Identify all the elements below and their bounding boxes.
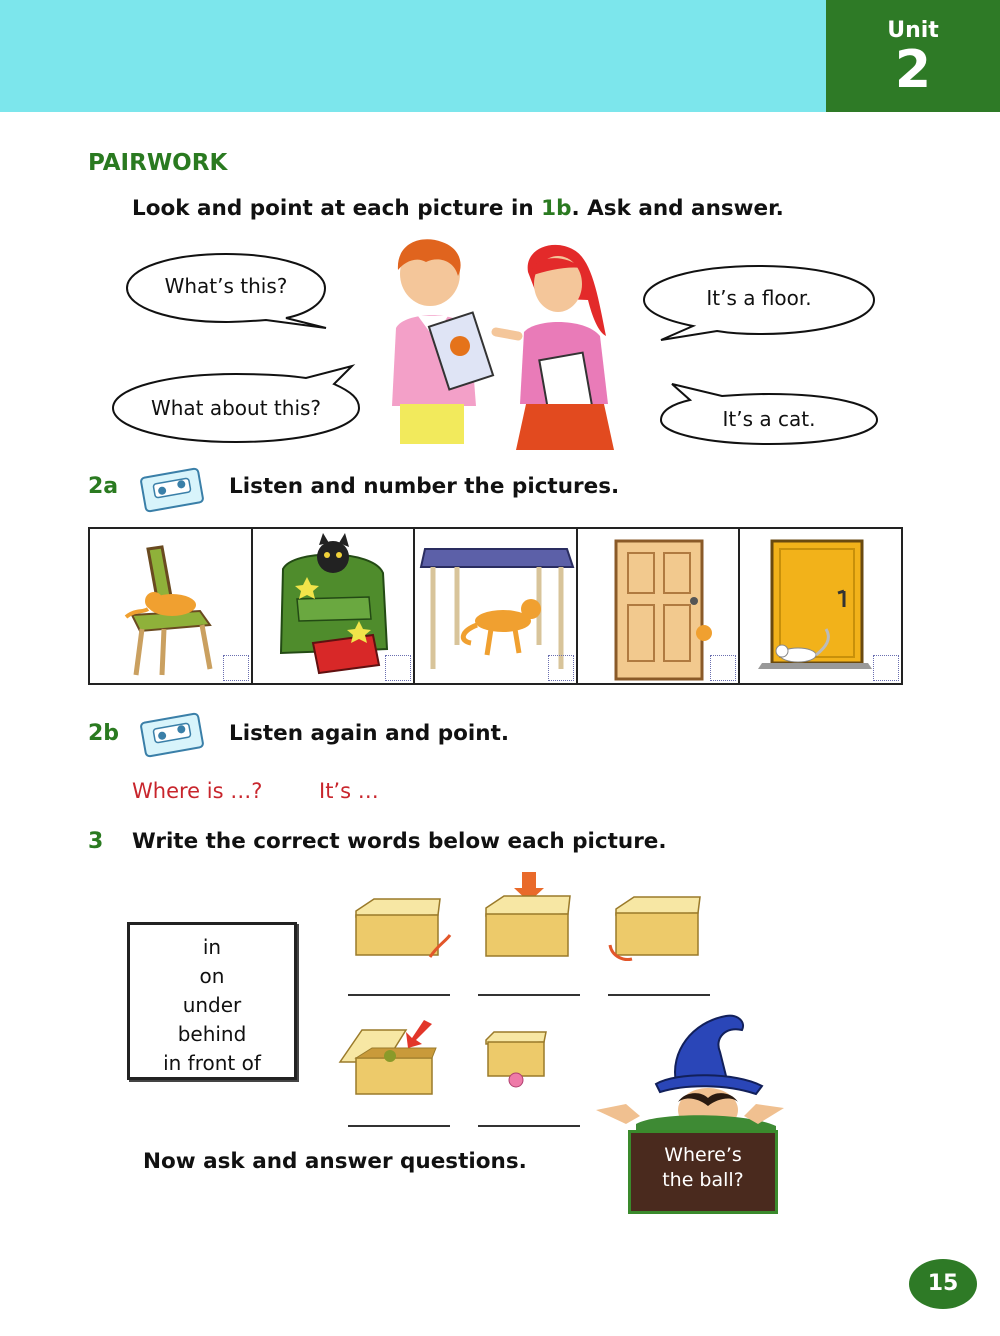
task-instruction-3: Write the correct words below each picture.	[132, 829, 667, 854]
box-picture-on	[482, 872, 578, 962]
number-box[interactable]	[548, 655, 574, 681]
pairwork-heading: PAIRWORK	[88, 150, 228, 176]
picture-strip	[88, 527, 903, 685]
answer-line[interactable]	[348, 994, 450, 996]
speech-bubble: It’s a floor.	[643, 264, 875, 338]
picture-cat-in-bag	[253, 529, 416, 683]
task-number-3: 3	[88, 829, 104, 854]
word-item: in	[202, 935, 222, 959]
box-picture-behind	[350, 895, 460, 965]
children-illustration	[378, 236, 642, 454]
followup-instruction: Now ask and answer questions.	[143, 1149, 527, 1174]
speech-bubble: What’s this?	[126, 252, 326, 326]
box-picture-in-front-of	[606, 893, 706, 965]
prompt-question: Where is …?	[132, 779, 263, 803]
number-box[interactable]	[385, 655, 411, 681]
speech-bubble: It’s a cat.	[660, 384, 878, 446]
picture-cat-in-front-of-door	[740, 529, 901, 683]
unit-number: 2	[894, 40, 932, 100]
task-number-2a: 2a	[88, 474, 119, 499]
unit-label: Unit	[887, 18, 939, 43]
speech-sign: Where’s the ball?	[628, 1130, 778, 1214]
picture-cat-under-table	[415, 529, 578, 683]
word-box	[127, 922, 297, 1080]
answer-line[interactable]	[478, 1125, 580, 1127]
answer-line[interactable]	[608, 994, 710, 996]
page-number: 15	[909, 1259, 977, 1309]
word-item: behind	[177, 1022, 247, 1046]
wizard-character	[596, 1012, 786, 1142]
cassette-tape-icon[interactable]	[140, 467, 208, 513]
box-picture-under	[484, 1030, 550, 1090]
number-box[interactable]	[710, 655, 736, 681]
task-instruction-2b: Listen again and point.	[229, 721, 510, 746]
answer-line[interactable]	[478, 994, 580, 996]
answer-line[interactable]	[348, 1125, 450, 1127]
prompt-answer: It’s …	[319, 779, 379, 803]
word-item: on	[199, 964, 225, 988]
picture-cat-behind-door	[578, 529, 741, 683]
word-item: in front of	[163, 1051, 261, 1075]
pairwork-instruction: Look and point at each picture in 1b. Ask and answer.	[132, 196, 784, 221]
task-instruction-2a: Listen and number the pictures.	[229, 474, 620, 499]
speech-bubble: What about this?	[112, 366, 360, 444]
word-item: under	[182, 993, 242, 1017]
exercise-ref: 1b	[541, 196, 572, 221]
number-box[interactable]	[223, 655, 249, 681]
box-picture-in	[336, 1014, 442, 1096]
number-box[interactable]	[873, 655, 899, 681]
cassette-tape-icon[interactable]	[140, 712, 208, 758]
header-banner	[0, 0, 826, 112]
unit-tab	[826, 0, 1000, 112]
picture-cat-on-chair	[90, 529, 253, 683]
task-number-2b: 2b	[88, 721, 120, 746]
